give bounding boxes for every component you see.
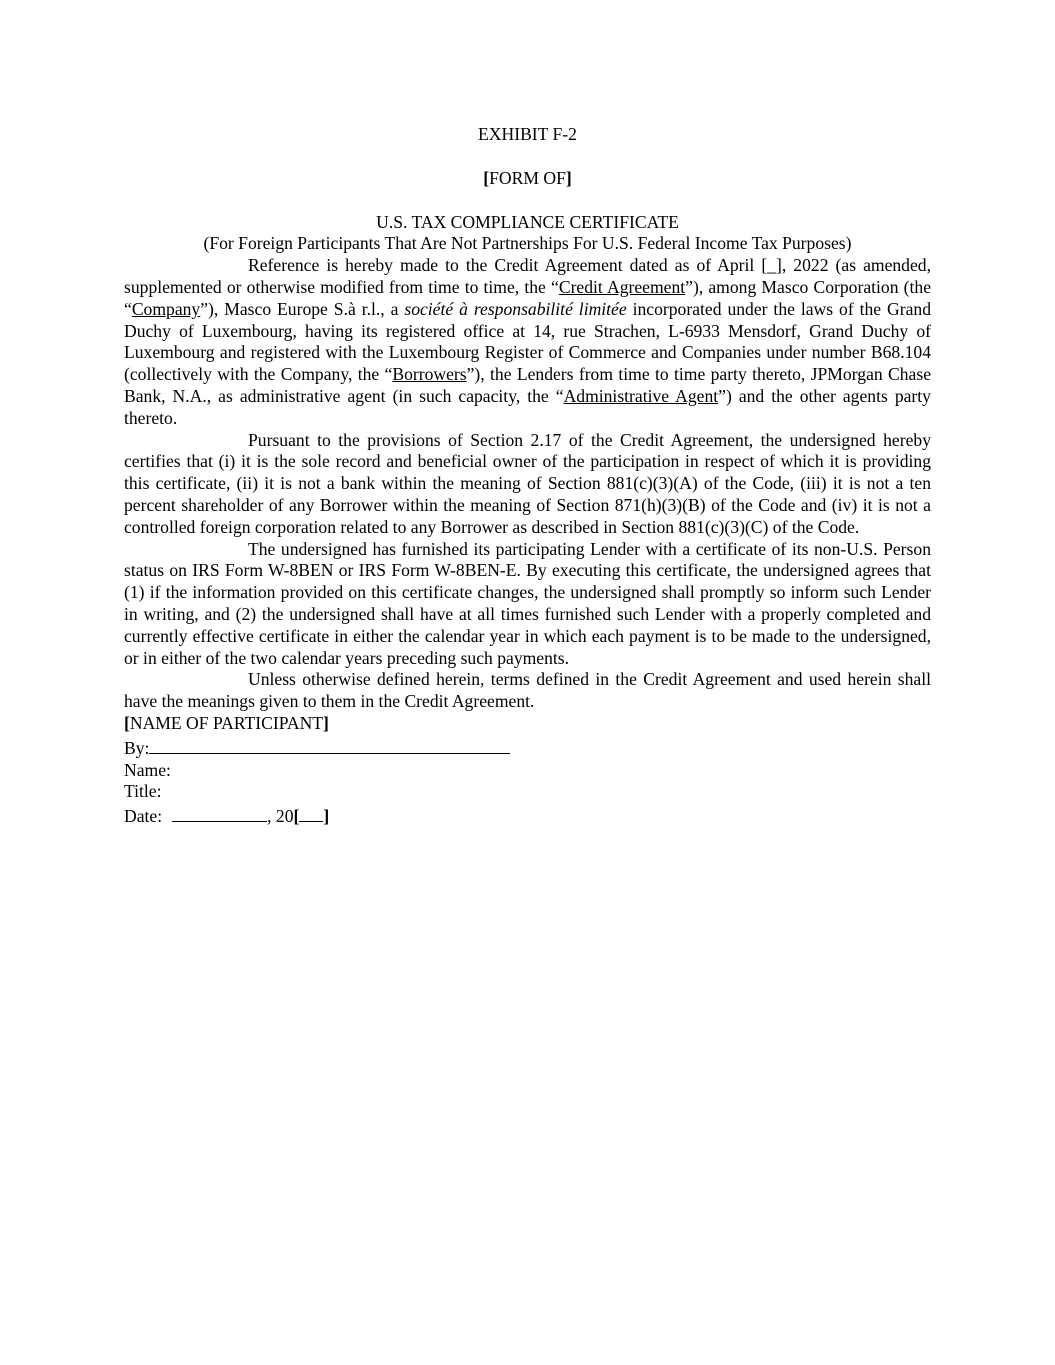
- form-of-text: FORM OF: [489, 167, 566, 188]
- open-bracket: [: [483, 167, 490, 188]
- participant-name-text: NAME OF PARTICIPANT: [129, 712, 324, 733]
- reference-text-2: ”), among Masco Corporation (the “: [124, 276, 932, 319]
- signature-line[interactable]: [149, 735, 510, 754]
- name-line: Name:: [124, 759, 171, 780]
- reference-text-6: ”) and the other agents party thereto.: [124, 385, 931, 428]
- reference-text-3: ”), Masco Europe S.à r.l., a: [200, 298, 405, 319]
- certification-paragraph: Pursuant to the provisions of Section 2.17 of the Credit Agreement, the undersigned hereby certifies that (i) it is the sole record and beneficial owner of the participation in respect of which it is providing this certificate, (ii) it is not a bank within the meaning of Section 881(c)(3)(A) of the Code, (iii) it is not a ten percent shareholder of any Borrower within the meaning of Section 871(h)(3)(B) of the Code and (iv) it is not a controlled foreign corporation related to any Borrower as described in Section 881(c)(3)(C) of the Code.: [124, 429, 931, 537]
- certificate-subtitle: (For Foreign Participants That Are Not Partnerships For U.S. Federal Income Tax Purposes): [203, 233, 852, 254]
- year-blank[interactable]: [299, 803, 323, 822]
- close-bracket: ]: [323, 712, 329, 733]
- term-company: Company: [131, 298, 201, 319]
- by-label: By:: [124, 737, 150, 758]
- date-blank[interactable]: [172, 803, 267, 822]
- certificate-title: U.S. TAX COMPLIANCE CERTIFICATE: [376, 211, 679, 232]
- term-administrative-agent: Administrative Agent: [563, 385, 719, 406]
- year-prefix: , 20: [267, 806, 294, 827]
- document-page: [124, 124, 931, 828]
- term-borrowers: Borrowers: [392, 364, 467, 385]
- exhibit-heading: EXHIBIT F-2: [478, 124, 577, 144]
- furnished-paragraph: The undersigned has furnished its participating Lender with a certificate of its non-U.S. Person status on IRS Form W-8BEN or IRS Form W-8BEN-E. By executing this certificate, the undersigned agrees that (1) if the information provided on this certificate changes, the undersigned shall promptly so inform such Lender in writing, and (2) the undersigned shall have at all times furnished such Lender with a properly completed and currently effective certificate in either the calendar year in which each payment is to be made to the undersigned, or in either of the two calendar years preceding such payments.: [124, 538, 931, 668]
- title-line: Title:: [124, 781, 162, 802]
- reference-paragraph: [124, 255, 931, 429]
- definitions-paragraph: Unless otherwise defined herein, terms defined in the Credit Agreement and used herein shall have the meanings given to them in the Credit Agreement.: [124, 669, 931, 712]
- date-label: Date:: [124, 806, 163, 827]
- by-line: [124, 735, 931, 760]
- participant-name: [124, 713, 931, 735]
- open-bracket: [: [124, 712, 130, 733]
- form-of-heading: [124, 168, 931, 190]
- open-bracket: [: [293, 806, 300, 827]
- term-credit-agreement: Credit Agreement: [558, 276, 686, 297]
- term-sarl: société à responsabilité limitée: [404, 298, 627, 319]
- reference-text-1: Reference is hereby made to the Credit Agreement dated as of April [_], 2022 (as amended, supplemented or otherwise modified from time to time, the “: [124, 255, 931, 297]
- reference-text-5: ”), the Lenders from time to time party thereto, JPMorgan Chase Bank, N.A., as administrative agent (in such capacity, the “: [124, 364, 931, 406]
- close-bracket: ]: [323, 806, 330, 827]
- reference-text-4: incorporated under the laws of the Grand Duchy of Luxembourg, having its registered office at 14, rue Strachen, L-6933 Mensdorf, Grand Duchy of Luxembourg and registered with the Luxembourg Register of Commerce and Companies under number B68.104 (collectively with the Company, the “: [124, 298, 931, 385]
- close-bracket: ]: [565, 167, 572, 188]
- date-line: [124, 803, 931, 828]
